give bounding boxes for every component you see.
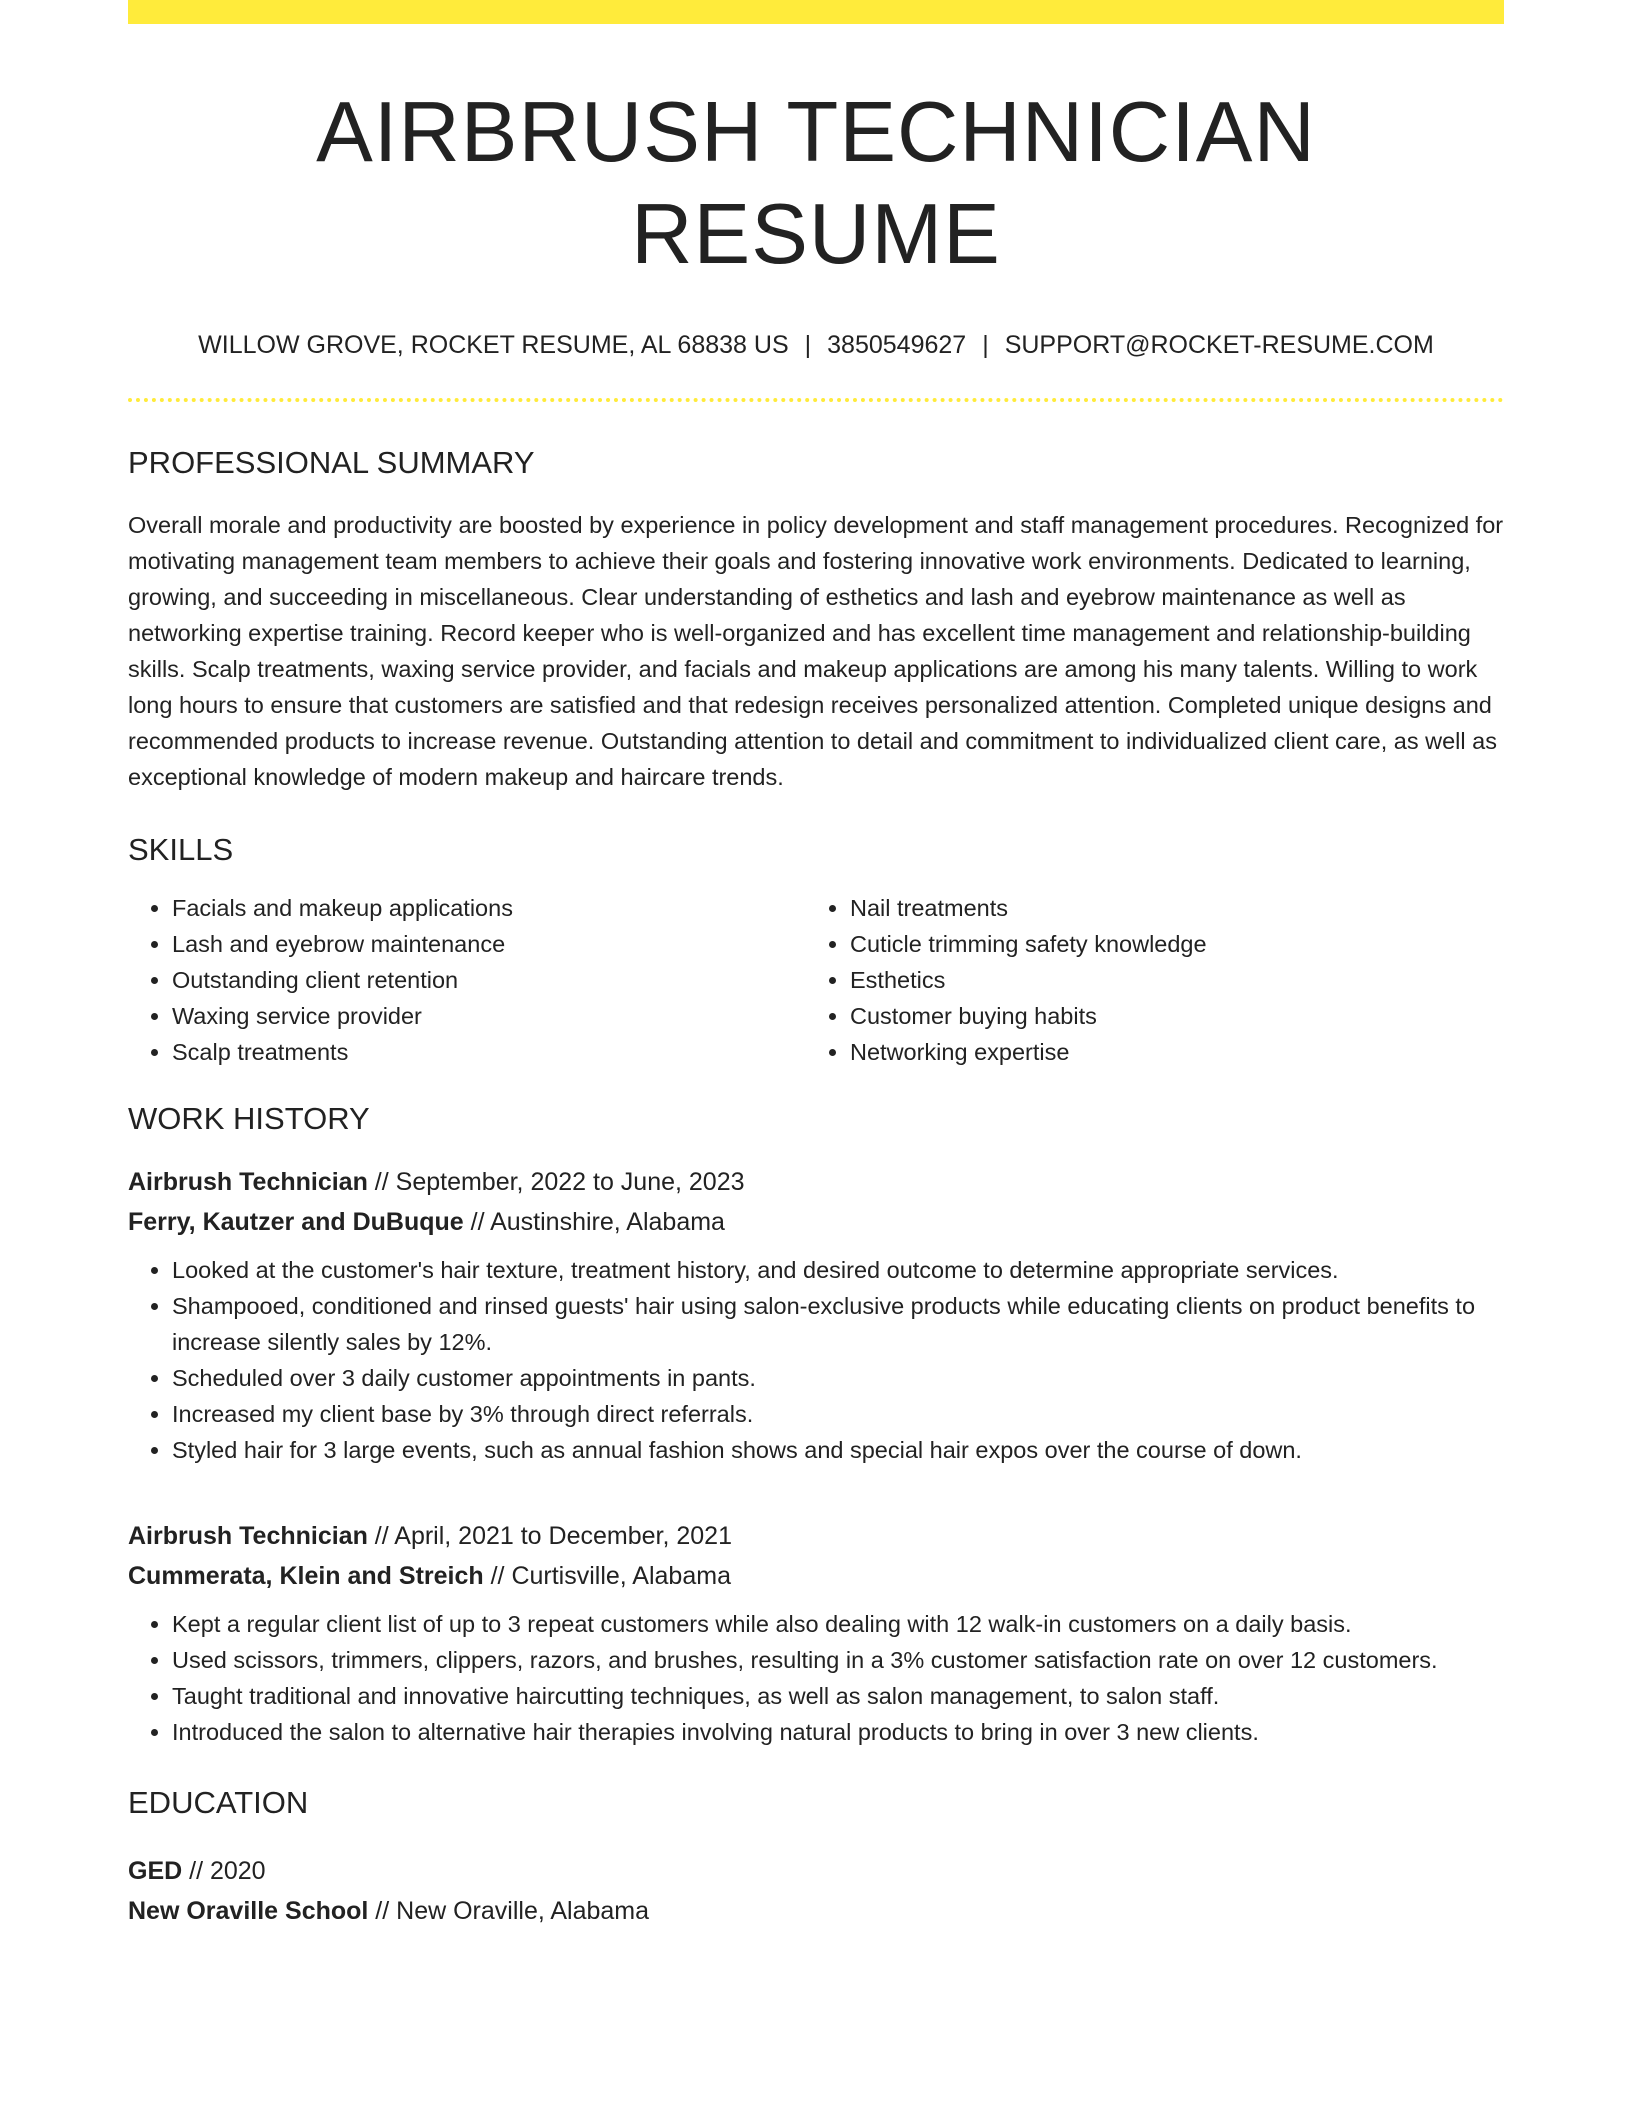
job-bullet: • Kept a regular client list of up to 3 repeat customers while also dealing with 12 walk-in customers on a daily basis. (172, 1606, 1504, 1642)
job-company-line (128, 1202, 1504, 1242)
skills-list-right (806, 890, 1484, 1070)
job-bullet: • Increased my client base by 3% through direct referrals. (172, 1396, 1504, 1432)
education-location: // New Oraville, Alabama (368, 1896, 650, 1925)
skills-columns (128, 890, 1504, 1070)
section-title-skills: SKILLS (128, 832, 234, 868)
job-bullet: • Scheduled over 3 daily customer appointments in pants. (172, 1360, 1504, 1396)
job-bullet: • Shampooed, conditioned and rinsed guests' hair using salon-exclusive products while educating clients on product benefits to increase silently sales by 12%. (172, 1288, 1504, 1360)
section-title-education: EDUCATION (128, 1784, 309, 1820)
skill-item: • Waxing service provider (172, 998, 806, 1034)
contact-line (128, 330, 1504, 360)
education-school: New Oraville School (128, 1896, 369, 1925)
skill-item: • Customer buying habits (850, 998, 1484, 1034)
job-role-line (128, 1162, 1504, 1202)
contact-phone: 3850549627 (827, 331, 967, 359)
skill-item: • Networking expertise (850, 1034, 1484, 1070)
accent-top-bar (128, 0, 1504, 24)
skill-item: • Outstanding client retention (172, 962, 806, 998)
education-school-line (128, 1891, 1504, 1931)
contact-separator: | (804, 331, 812, 359)
section-title-work-history: WORK HISTORY (128, 1101, 370, 1137)
job-bullet: • Used scissors, trimmers, clippers, razors, and brushes, resulting in a 3% customer satisfaction rate on over 12 customers. (172, 1642, 1504, 1678)
section-title-summary: PROFESSIONAL SUMMARY (128, 445, 535, 480)
skill-item: • Scalp treatments (172, 1034, 806, 1070)
job-location: // Curtisville, Alabama (483, 1561, 731, 1590)
skills-list-left (128, 890, 806, 1070)
skill-item: • Lash and eyebrow maintenance (172, 926, 806, 962)
contact-address: WILLOW GROVE, ROCKET RESUME, AL 68838 US (198, 331, 789, 359)
job-header (128, 1516, 1504, 1596)
job-role: Airbrush Technician (128, 1167, 368, 1196)
job-company: Ferry, Kautzer and DuBuque (128, 1207, 464, 1236)
job-company-line (128, 1556, 1504, 1596)
job-role-line (128, 1516, 1504, 1556)
job-bullets (128, 1606, 1504, 1750)
resume-title: AIRBRUSH TECHNICIAN RESUME (316, 85, 1316, 282)
job-bullet: • Introduced the salon to alternative hair therapies involving natural products to bring in over 3 new clients. (172, 1714, 1504, 1750)
job-location: // Austinshire, Alabama (463, 1207, 725, 1236)
job-bullets (128, 1252, 1504, 1468)
education-entry (128, 1851, 1504, 1931)
job-dates: // April, 2021 to December, 2021 (367, 1521, 732, 1550)
skill-item: • Cuticle trimming safety knowledge (850, 926, 1484, 962)
contact-email: SUPPORT@ROCKET-RESUME.COM (1004, 331, 1434, 359)
job-company: Cummerata, Klein and Streich (128, 1561, 484, 1590)
skill-item: • Esthetics (850, 962, 1484, 998)
skill-item: • Facials and makeup applications (172, 890, 806, 926)
resume-page (128, 0, 1504, 1931)
dotted-divider (128, 398, 1504, 402)
job-header (128, 1162, 1504, 1242)
job-dates: // September, 2022 to June, 2023 (367, 1167, 745, 1196)
job-bullet: • Looked at the customer's hair texture, treatment history, and desired outcome to determine appropriate services. (172, 1252, 1504, 1288)
job-bullet: • Styled hair for 3 large events, such as annual fashion shows and special hair expos over the course of down. (172, 1432, 1504, 1468)
education-degree: GED (128, 1856, 183, 1885)
contact-separator: | (982, 331, 989, 359)
skill-item: • Nail treatments (850, 890, 1484, 926)
summary-paragraph: Overall morale and productivity are boosted by experience in policy development and staff management procedures. Recognized for motivating management team members to achieve their goals and fostering innovative work environments. Dedicated to learning, growing, and succeeding in miscellaneous. Clear understanding of esthetics and lash and eyebrow maintenance as well as networking expertise training. Record keeper who is well-organized and has excellent time management and relationship-building skills. Scalp treatments, waxing service provider, and facials and makeup applications are among his many talents. Willing to work long hours to ensure that customers are satisfied and that redesign receives personalized attention. Completed unique designs and recommended products to increase revenue. Outstanding attention to detail and commitment to individualized client care, as well as exceptional knowledge of modern makeup and haircare trends. (128, 512, 1504, 791)
education-degree-line (128, 1851, 1504, 1891)
education-year: // 2020 (182, 1856, 266, 1885)
job-bullet: • Taught traditional and innovative haircutting techniques, as well as salon management, to salon staff. (172, 1678, 1504, 1714)
job-role: Airbrush Technician (128, 1521, 368, 1550)
